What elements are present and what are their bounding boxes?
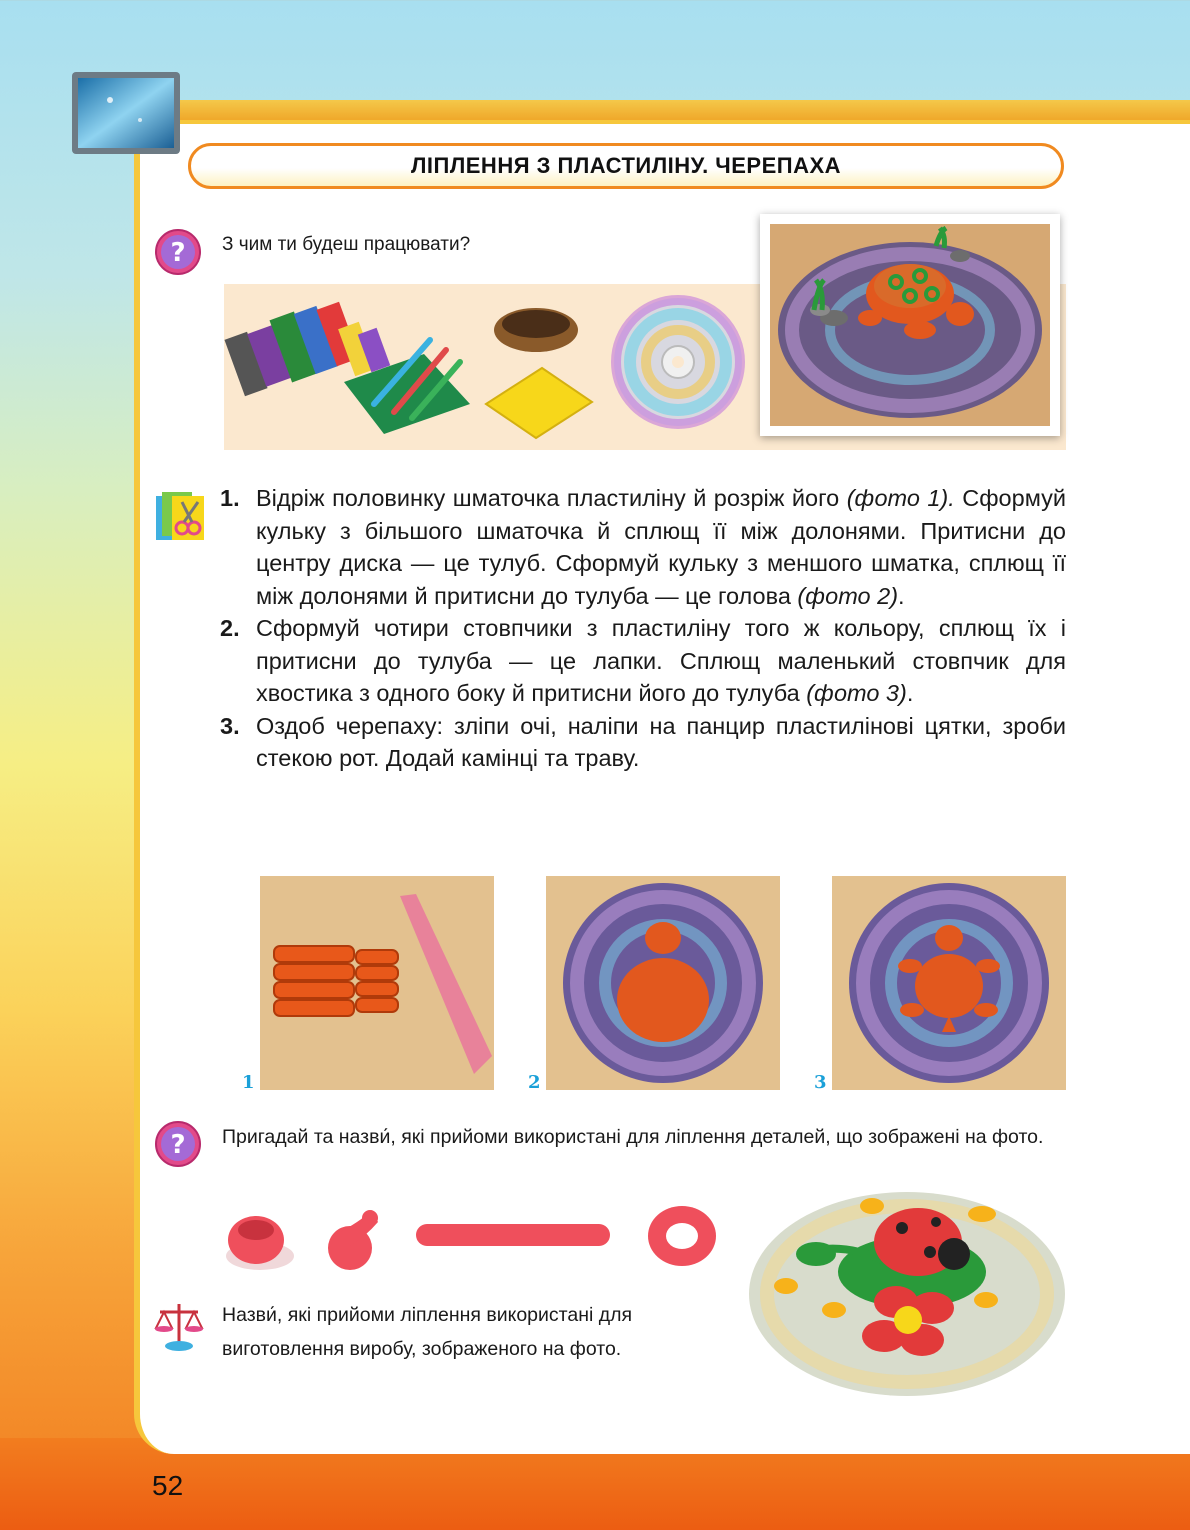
page-title: ЛІПЛЕННЯ З ПЛАСТИЛІНУ. ЧЕРЕПАХА — [188, 143, 1064, 189]
photo-cut-plasticine — [260, 876, 494, 1090]
step-text: Сформуй кульку з більшого шматочка й сплющ її між долонями. Притисни до центру диска — це тулуб. Сформуй кульку з меншого шматка, сплющ її між долонями й притисни до тулуба — це голова — [256, 485, 1066, 609]
step-text: Сформуй чотири стовпчики з пластиліну того ж кольору, сплющ їх і притисни до тулуба — це лапки. Сплющ маленький стовпчик для хвостика з одного боку й притисни його до тулуба — [256, 615, 1066, 706]
scissors-icon — [154, 490, 208, 544]
question-techniques: Пригадай та назви́, які прийоми використані для ліплення деталей, що зображені на фото. — [222, 1126, 1044, 1148]
photo-reference: (фото 2) — [797, 582, 899, 609]
svg-text:?: ? — [170, 1130, 186, 1160]
photo-turtle-legs — [832, 876, 1066, 1090]
photo-label: 3 — [814, 1072, 827, 1093]
svg-text:?: ? — [170, 238, 186, 268]
monitor-icon — [70, 70, 182, 160]
photo-label: 2 — [528, 1072, 541, 1093]
photo-turtle-body — [546, 876, 780, 1090]
step-number: 1. — [220, 485, 240, 511]
step-2: 2. Сформуй чотири стовпчики з пластиліну того ж кольору, сплющ їх і притисни до тулуба — це лапки. Сплющ маленький стовпчик для хвостика з одного боку й притисни його до тулуба (фото 3). — [220, 612, 1066, 710]
ladybug-craft-photo — [746, 1182, 1068, 1400]
photo-reference: (фото 1). — [846, 485, 955, 511]
question-materials: З чим ти будеш працювати? — [222, 234, 471, 255]
scales-icon — [154, 1298, 204, 1354]
step-1: 1. Відріж половинку шматочка пластиліну й розріж його (фото 1). Сформуй кульку з більшого шматочка й сплющ її між долонями. Притисни до центру диска — це тулуб. Сформуй кульку з меншого шматка, сплющ її між долонями й притисни до тулуба — це голова (фото 2). — [220, 482, 1066, 612]
top-band — [140, 100, 1190, 120]
step-3 — [220, 710, 1066, 775]
step-text: Відріж половинку шматочка пластиліну й розріж його — [256, 485, 840, 511]
step-number: 3. — [220, 712, 240, 739]
photo-reference: (фото 3) — [806, 680, 907, 706]
question-mark-icon — [154, 228, 202, 276]
page-number: 52 — [152, 1470, 184, 1501]
photo-label: 1 — [242, 1072, 255, 1093]
turtle-hero-photo — [760, 214, 1060, 436]
question-mark-icon — [154, 1120, 202, 1168]
step-list — [220, 482, 1066, 775]
question-craft: Назви́, які прийоми ліплення використані для виготовлення виробу, зображеного на фото. — [222, 1304, 633, 1360]
step-number: 2. — [220, 615, 240, 641]
step-text: Оздоб черепаху: зліпи очі, наліпи на панцир пластилінові цятки, зроби стекою рот. Додай камінці та траву. — [256, 712, 1066, 771]
plasticine-shapes-image — [200, 1196, 730, 1286]
